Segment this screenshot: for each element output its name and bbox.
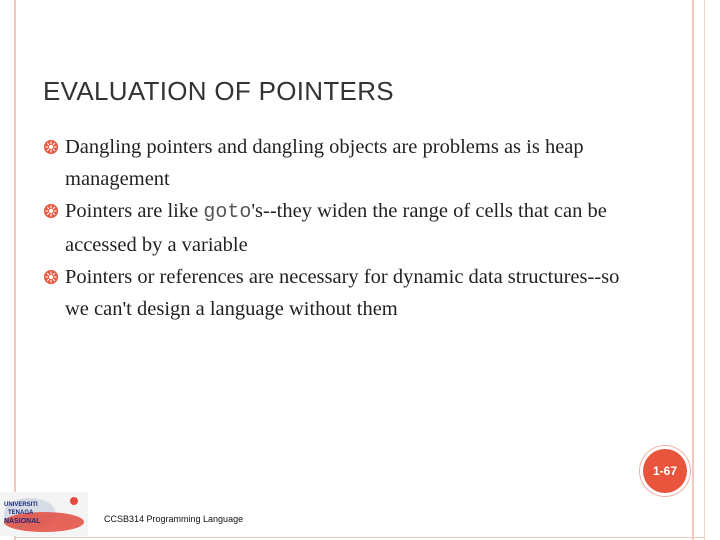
bullet-text: Pointers or references are necessary for dynamic data structures--so we can't design a language without them <box>65 266 620 320</box>
svg-text:NASIONAL: NASIONAL <box>4 518 41 525</box>
svg-text:TENAGA: TENAGA <box>8 510 34 516</box>
footer-course-name: CCSB314 Programming Language <box>104 514 244 524</box>
sun-flower-icon <box>43 139 59 155</box>
university-logo <box>0 492 88 536</box>
left-frame-line <box>14 0 16 540</box>
bullet-item <box>43 261 643 325</box>
bullet-text-part: Pointers are like <box>65 200 204 222</box>
right-frame-line-outer <box>704 0 705 540</box>
sun-flower-icon <box>43 203 59 219</box>
bullet-text: Dangling pointers and dangling objects are problems as is heap management <box>65 136 584 190</box>
slide-title: EVALUATION OF POINTERS <box>43 76 394 106</box>
svg-text:UNIVERSITI: UNIVERSITI <box>4 502 38 508</box>
bullet-item <box>43 195 643 261</box>
bullet-item <box>43 131 643 195</box>
bullet-list <box>43 131 643 325</box>
page-number: 1-67 <box>652 464 678 478</box>
page-number-badge <box>643 449 687 493</box>
bullet-text-part: 's--they widen the range of cells that can be accessed by a variable <box>65 200 607 256</box>
right-frame-line <box>692 0 694 540</box>
bottom-frame-line <box>14 537 704 538</box>
code-keyword: goto <box>203 201 252 224</box>
sun-flower-icon <box>43 269 59 285</box>
